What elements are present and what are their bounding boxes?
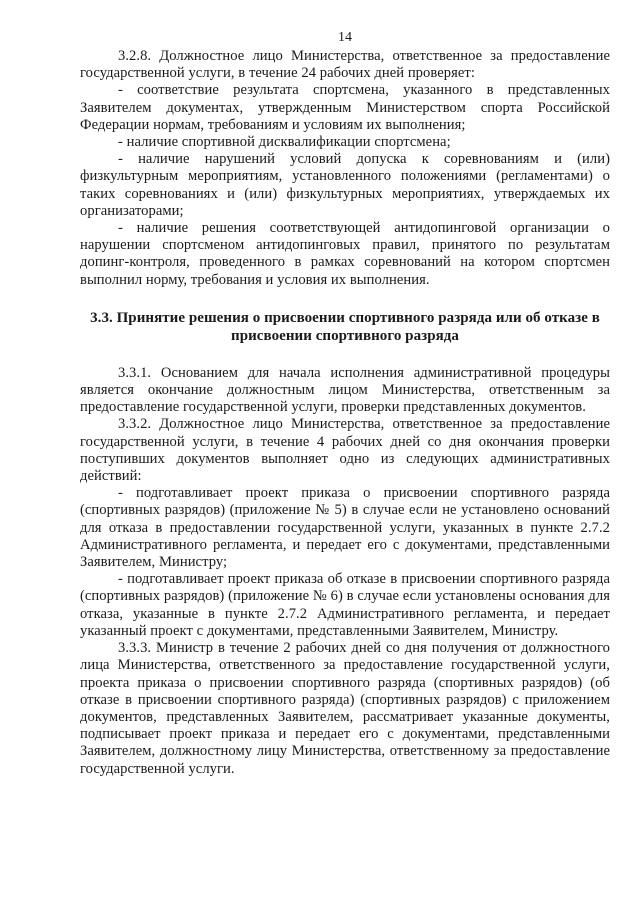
list-item: - наличие решения соответствующей антидопинговой организации о нарушении спортсменом антидопинговых правил, принятого по результатам допинг-контроля, проведенного в рамках соревнований на котором спортсмен выполнил норму, требования и условия их выполнения. [80,220,610,288]
list-item: - подготавливает проект приказа о присвоении спортивного разряда (спортивных разрядов) (приложение № 5) в случае если не установлено оснований для отказа в предоставлении государственной услуги, указанных в пункте 2.7.2 Административного регламента, и передает его с документами, представленными Заявителем, Министру; [80,485,610,571]
section-heading-line: 3.3. Принятие решения о присвоении спортивного разряда или об отказе в [90,309,600,326]
document-page [80,0,610,905]
document-body [80,48,610,778]
paragraph-3-3-3: 3.3.3. Министр в течение 2 рабочих дней со дня получения от должностного лица Министерства, ответственного за предоставление государственной услуги, проекта приказа о присвоении спортивного разряда (спортивных разрядов) (об отказе в присвоении спортивного разряда) (спортивных разрядов) с приложением документов, представленных Заявителем, рассматривает указанные документы, подписывает проект приказа и передает его с документами, представленными Заявителем, должностному лицу Министерства, ответственному за предоставление государственной услуги. [80,640,610,777]
section-heading-3-3 [80,309,610,345]
list-item: - наличие нарушений условий допуска к соревнованиям и (или) физкультурным мероприятиям, установленного положениями (регламентами) о таких соревнованиях и (или) физкультурных мероприятиях, утверждаемых их организаторами; [80,151,610,219]
page-number: 14 [338,30,352,45]
list-item: - соответствие результата спортсмена, указанного в представленных Заявителем документах, утвержденным Министерством спорта Российской Федерации нормам, требованиям и условиям их выполнения; [80,82,610,133]
paragraph-3-3-2: 3.3.2. Должностное лицо Министерства, ответственное за предоставление государственной услуги, в течение 4 рабочих дней со дня окончания проверки поступивших документов выполняет одно из следующих административных действий: [80,416,610,485]
paragraph-3-2-8-intro: 3.2.8. Должностное лицо Министерства, ответственное за предоставление государственной услуги, в течение 24 рабочих дней проверяет: [80,48,610,82]
list-item: - подготавливает проект приказа об отказе в присвоении спортивного разряда (спортивных разрядов) (приложение № 6) в случае если установлены основания для отказа, указанные в пункте 2.7.2 Административного регламента, и передает указанный проект с документами, представленными Заявителем, Министру. [80,571,610,639]
list-item: - наличие спортивной дисквалификации спортсмена; [118,134,451,151]
paragraph-3-3-1: 3.3.1. Основанием для начала исполнения административной процедуры является окончание должностным лицом Министерства, ответственным за предоставление государственной услуги, проверки представленных документов. [80,364,610,416]
section-heading-line: присвоении спортивного разряда [231,327,459,344]
